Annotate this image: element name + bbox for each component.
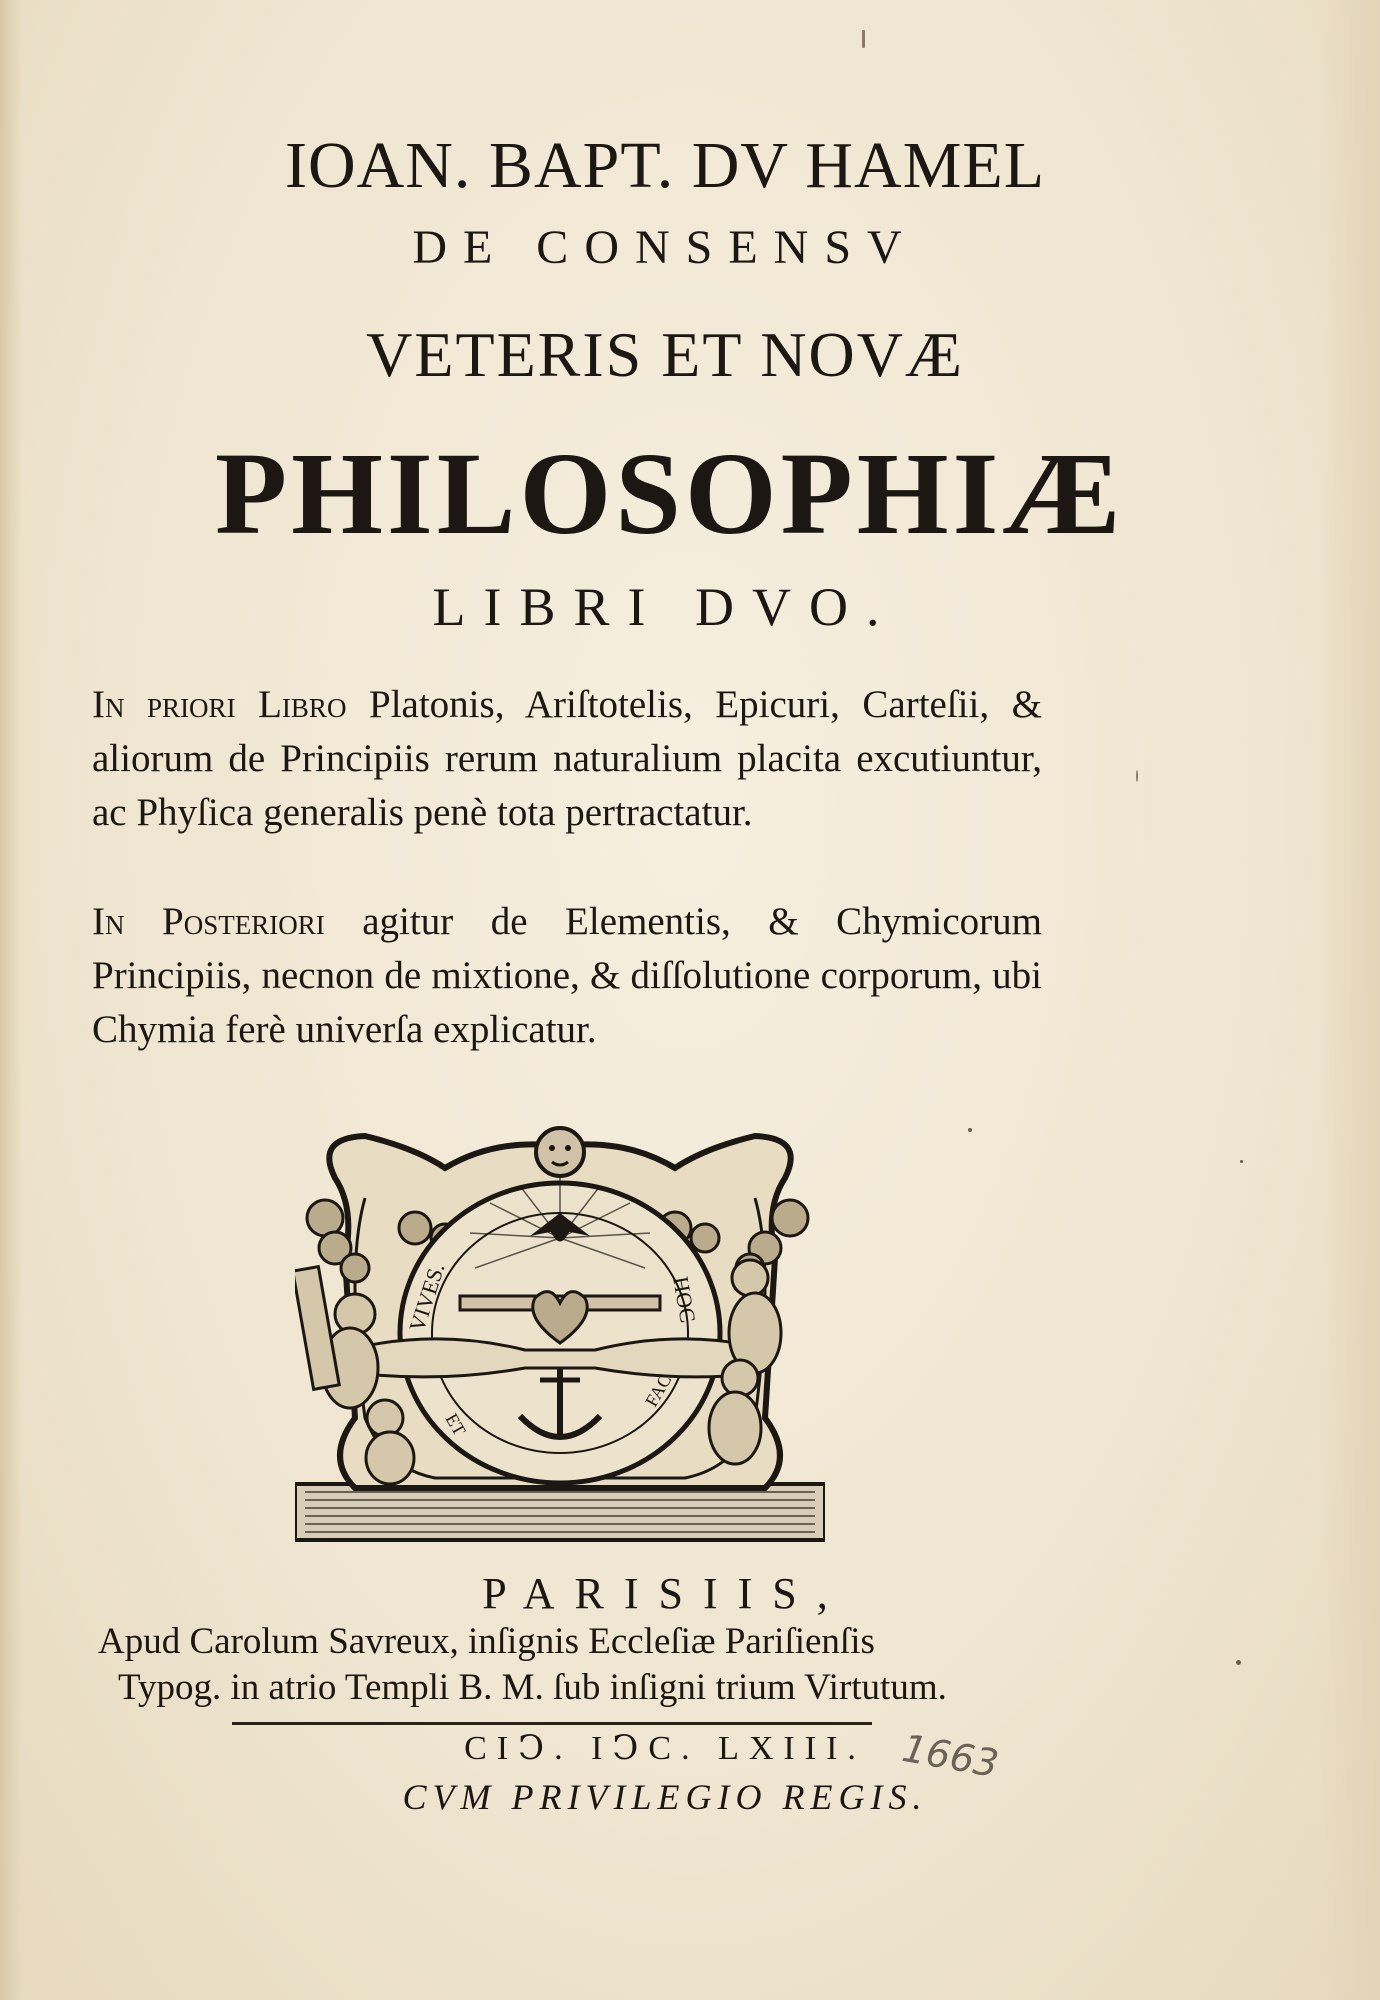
subtitle-line-1: DE CONSENSV	[412, 221, 918, 274]
motto-hoc: HOC	[668, 1274, 701, 1325]
author-line: IOAN. BAPT. DV HAMEL	[284, 129, 1046, 202]
printers-device-woodcut	[295, 1118, 825, 1546]
motto-fac: FAC	[641, 1370, 676, 1410]
main-title: PHILOSOPHIÆ	[215, 428, 1125, 559]
imprint-city: PARISIIS,	[482, 1569, 848, 1618]
publication-date: CIↃ. IↃC. LXIII.	[464, 1730, 866, 1767]
page-edge-shadow	[0, 0, 22, 2000]
paper-speck	[1136, 770, 1138, 782]
paper-speck	[1240, 1160, 1243, 1163]
handwritten-year-note: 1663	[898, 1725, 1002, 1787]
imprint-address-line: Typog. in atrio Templi B. M. ſub inſigni trium Virtutum.	[118, 1667, 947, 1708]
motto-vives: VIVES.	[403, 1259, 450, 1335]
imprint-printer-line: Apud Carolum Savreux, inſignis Eccleſiæ Pariſienſis	[98, 1621, 875, 1662]
royal-privilege: CVM PRIVILEGIO REGIS.	[402, 1777, 928, 1817]
description-paragraph-1	[92, 678, 1042, 840]
paragraph-1-text: Platonis, Ariſtotelis, Epicuri, Carteſii, & aliorum de Principiis rerum naturalium placita excutiuntur, ac Phyſica generalis penè tota pertractatur.	[92, 683, 1042, 834]
imprint-divider	[232, 1722, 872, 1725]
paragraph-2-lead: In Posteriori	[92, 900, 325, 943]
motto-et: ET	[441, 1410, 470, 1440]
paper-speck	[968, 1128, 972, 1132]
paper-speck	[1236, 1660, 1241, 1665]
books-line: LIBRI DVO.	[432, 577, 898, 637]
subtitle-line-2: VETERIS ET NOVÆ	[366, 319, 964, 390]
paragraph-1-lead: In priori Libro	[92, 683, 347, 726]
description-paragraph-2	[92, 895, 1042, 1057]
paragraph-2-text: agitur de Elementis, & Chymicorum Principiis, necnon de mixtione, & diſſolutione corporum, ubi Chymia ferè univerſa explicatur.	[92, 900, 1042, 1051]
paper-speck	[862, 30, 865, 48]
page-right-shadow	[1320, 0, 1380, 2000]
